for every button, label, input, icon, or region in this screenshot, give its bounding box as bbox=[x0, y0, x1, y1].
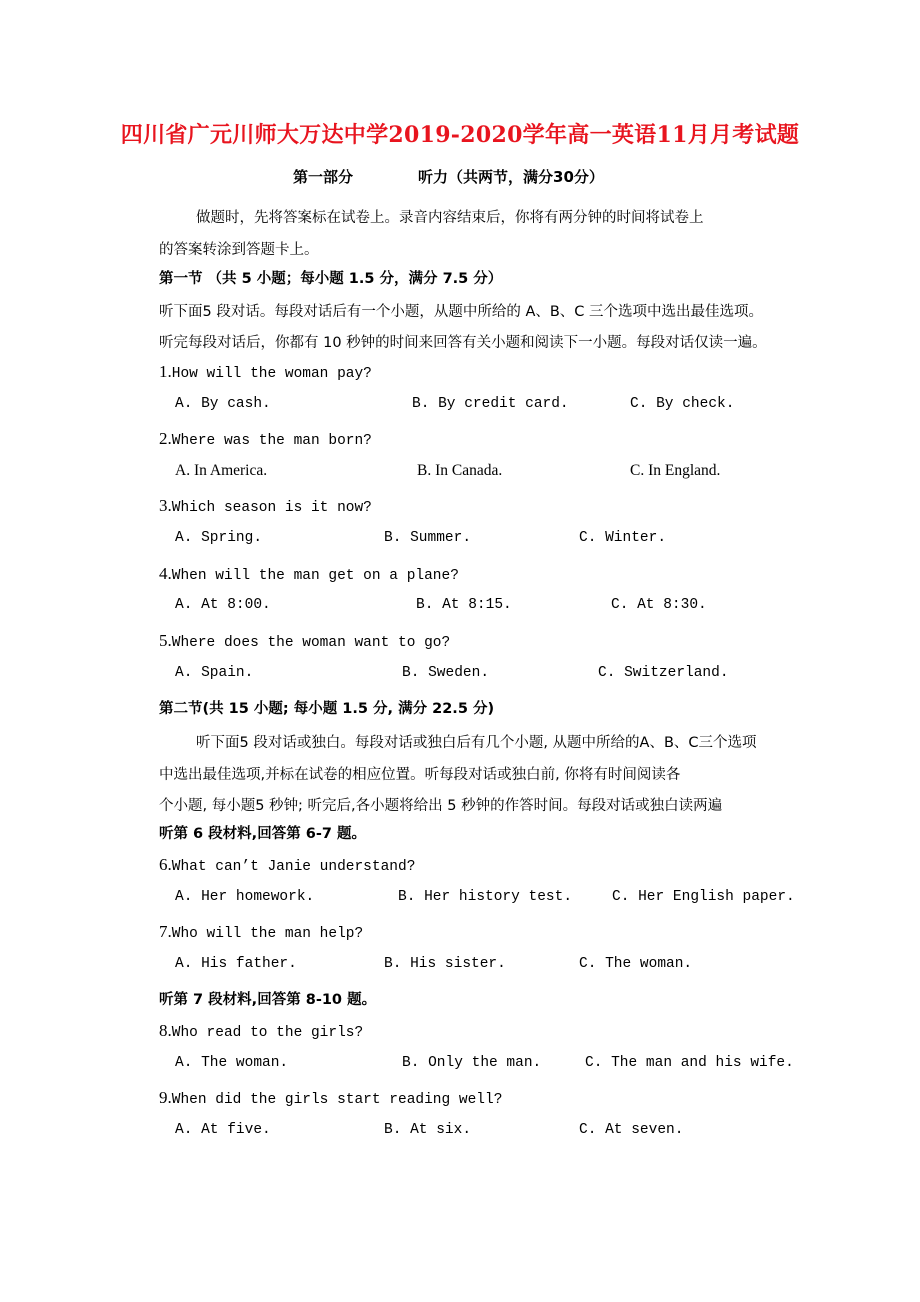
question-2 bbox=[159, 429, 372, 449]
question-4 bbox=[159, 564, 459, 584]
question-1 bbox=[159, 362, 372, 382]
question-text: Where was the man born? bbox=[171, 433, 372, 449]
material-6-heading: 听第 6 段材料,回答第 6-7 题。 bbox=[159, 826, 366, 842]
question-text: How will the woman pay? bbox=[171, 366, 372, 382]
question-number: 3. bbox=[159, 496, 172, 515]
option-b: B. Sweden. bbox=[402, 665, 490, 681]
option-a: A. His father. bbox=[175, 956, 297, 972]
question-number: 2. bbox=[159, 429, 172, 448]
question-text: Which season is it now? bbox=[171, 500, 372, 516]
question-text: When did the girls start reading well? bbox=[171, 1092, 503, 1108]
option-a: A. Her homework. bbox=[175, 889, 315, 905]
section1-heading: 第一节 （共 5 小题；每小题 1.5 分，满分 7.5 分） bbox=[159, 271, 503, 287]
question-number: 7. bbox=[159, 922, 172, 941]
instructions-line-1: 做题时，先将答案标在试卷上。录音内容结束后，你将有两分钟的时间将试卷上 bbox=[196, 210, 704, 226]
material-7-heading: 听第 7 段材料,回答第 8-10 题。 bbox=[159, 992, 377, 1008]
question-text: Who will the man help? bbox=[171, 926, 364, 942]
section2-desc-2: 中选出最佳选项,并标在试卷的相应位置。听每段对话或独白前, 你将有时间阅读各 bbox=[159, 767, 681, 783]
section1-desc-1: 听下面5 段对话。每段对话后有一个小题，从题中所给的 A、B、C 三个选项中选出最佳选项。 bbox=[159, 304, 764, 320]
option-b: B. In Canada. bbox=[417, 462, 503, 479]
question-number: 6. bbox=[159, 855, 172, 874]
section2-desc-3: 个小题, 每小题5 秒钟; 听完后,各小题将给出 5 秒钟的作答时间。每段对话或独白读两遍 bbox=[159, 798, 723, 814]
question-text: When will the man get on a plane? bbox=[171, 568, 459, 584]
question-number: 9. bbox=[159, 1088, 172, 1107]
option-a: A. At five. bbox=[175, 1122, 271, 1138]
part-heading: 听力（共两节，满分30分） bbox=[418, 168, 604, 186]
option-c: C. Her English paper. bbox=[612, 889, 795, 905]
option-b: B. Summer. bbox=[384, 530, 472, 546]
option-a: A. Spain. bbox=[175, 665, 254, 681]
option-b: B. Her history test. bbox=[398, 889, 573, 905]
option-a: A. In America. bbox=[175, 462, 268, 479]
option-c: C. At seven. bbox=[579, 1122, 684, 1138]
section2-desc-1: 听下面5 段对话或独白。每段对话或独白后有几个小题, 从题中所给的A、B、C三个选项 bbox=[196, 735, 757, 751]
option-b: B. Only the man. bbox=[402, 1055, 542, 1071]
option-b: B. At 8:15. bbox=[416, 597, 512, 613]
option-c: C. Winter. bbox=[579, 530, 667, 546]
option-a: A. Spring. bbox=[175, 530, 263, 546]
option-b: B. By credit card. bbox=[412, 396, 569, 412]
option-a: A. The woman. bbox=[175, 1055, 289, 1071]
question-text: Where does the woman want to go? bbox=[171, 635, 451, 651]
document-title: 四川省广元川师大万达中学2019-2020学年高一英语11月月考试题 bbox=[120, 122, 800, 148]
question-text: What can’t Janie understand? bbox=[171, 859, 416, 875]
part-label: 第一部分 bbox=[293, 168, 354, 186]
question-number: 1. bbox=[159, 362, 172, 381]
option-c: C. At 8:30. bbox=[611, 597, 707, 613]
question-6 bbox=[159, 855, 415, 875]
option-b: B. His sister. bbox=[384, 956, 506, 972]
option-c: C. The man and his wife. bbox=[585, 1055, 794, 1071]
option-c: C. The woman. bbox=[579, 956, 693, 972]
instructions-line-2: 的答案转涂到答题卡上。 bbox=[159, 242, 319, 258]
question-9 bbox=[159, 1088, 502, 1108]
question-number: 5. bbox=[159, 631, 172, 650]
question-text: Who read to the girls? bbox=[171, 1025, 364, 1041]
option-c: C. In England. bbox=[630, 462, 721, 479]
question-5 bbox=[159, 631, 450, 651]
question-number: 8. bbox=[159, 1021, 172, 1040]
question-3 bbox=[159, 496, 372, 516]
option-c: C. Switzerland. bbox=[598, 665, 729, 681]
section1-desc-2: 听完每段对话后，你都有 10 秒钟的时间来回答有关小题和阅读下一小题。每段对话仅读一遍。 bbox=[159, 335, 767, 351]
question-number: 4. bbox=[159, 564, 172, 583]
question-7 bbox=[159, 922, 363, 942]
question-8 bbox=[159, 1021, 363, 1041]
section2-heading: 第二节(共 15 小题; 每小题 1.5 分, 满分 22.5 分) bbox=[159, 701, 495, 717]
option-b: B. At six. bbox=[384, 1122, 472, 1138]
option-a: A. By cash. bbox=[175, 396, 271, 412]
option-c: C. By check. bbox=[630, 396, 735, 412]
option-a: A. At 8:00. bbox=[175, 597, 271, 613]
